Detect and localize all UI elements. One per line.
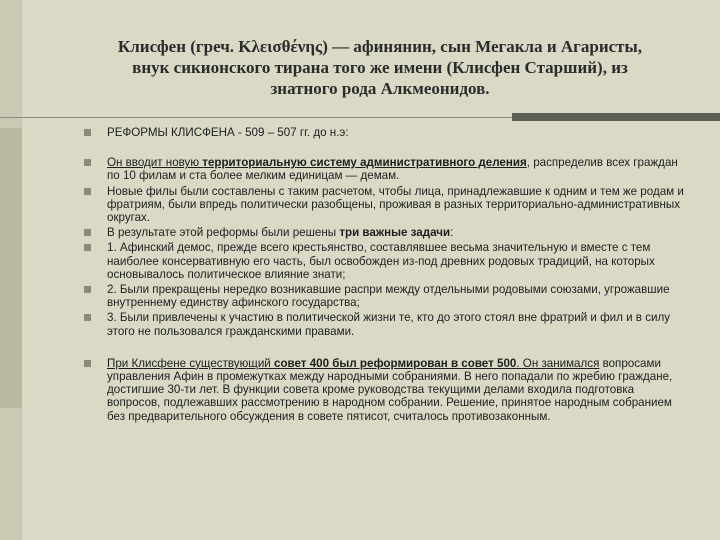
bullet-square-icon bbox=[84, 159, 91, 166]
bullet-square-icon bbox=[84, 360, 91, 367]
bullet-item bbox=[84, 283, 684, 309]
title-line-2: внук сикионского тирана того же имени (Клисфен Старший), из bbox=[132, 58, 628, 77]
title-divider-accent bbox=[512, 113, 720, 121]
title-line-3: знатного рода Алкмеонидов. bbox=[270, 79, 490, 98]
bullet-square-icon bbox=[84, 286, 91, 293]
bullet-item bbox=[84, 185, 684, 225]
bullet-item bbox=[84, 241, 684, 281]
left-decorative-band-dark bbox=[0, 128, 22, 408]
bullet-text: : bbox=[450, 226, 454, 240]
bullet-list bbox=[84, 126, 684, 425]
bullet-text: 2. Были прекращены нередко возникавшие распри между отдельными родовыми союзами, угрожавшие внутреннему единству афинского государства; bbox=[107, 283, 670, 310]
bullet-square-icon bbox=[84, 229, 91, 236]
bullet-emphasis: три важные задачи bbox=[339, 226, 451, 240]
bullet-square-icon bbox=[84, 129, 91, 136]
bullet-text: В результате этой реформы были решены bbox=[107, 226, 340, 240]
bullet-text: При Клисфене существующий bbox=[107, 356, 274, 370]
bullet-text: Новые филы были составлены с таким расчетом, чтобы лица, принадлежавшие к одним и тем же родам и фратриям, были впредь политически разобщены, проживая в разных территориально-административных округах. bbox=[107, 184, 684, 225]
bullet-text: 1. Афинский демос, прежде всего крестьянство, составлявшее весьма значительную и вместе с тем наиболее консервативную его часть, был освобожден из-под древних родовых традиций, на которых основывалось политическое влияние знати; bbox=[107, 241, 655, 281]
bullet-item bbox=[84, 226, 684, 239]
bullet-text: . Он занимался bbox=[516, 356, 600, 370]
bullet-text: 3. Были привлечены к участию в политической жизни те, кто до этого стоял вне фратрий и фил и в силу этого не пользовался гражданскими правами. bbox=[107, 311, 671, 338]
bullet-square-icon bbox=[84, 314, 91, 321]
bullet-square-icon bbox=[84, 188, 91, 195]
bullet-text: Он вводит новую bbox=[107, 156, 203, 170]
slide-title bbox=[75, 36, 685, 99]
bullet-emphasis: совет 400 был реформирован в совет 500 bbox=[274, 356, 517, 370]
bullet-item bbox=[84, 357, 684, 423]
bullet-text: , распределив всех граждан по 10 филам и ста более мелким единицам — демам. bbox=[107, 156, 678, 183]
title-line-1: Клисфен (греч. Κλεισθένης) — афинянин, сын Мегакла и Агаристы, bbox=[117, 37, 643, 56]
bullet-square-icon bbox=[84, 244, 91, 251]
bullet-emphasis: территориальную систему административного деления bbox=[202, 156, 527, 170]
bullet-item bbox=[84, 156, 684, 182]
bullet-heading bbox=[84, 126, 684, 139]
bullet-heading-text: РЕФОРМЫ КЛИСФЕНА - 509 – 507 гг. до н.э: bbox=[107, 126, 349, 139]
bullet-text: вопросами управления Афин в промежутках между народными собраниями. В него попадали по жребию граждане, достигшие 30-ти лет. В функции совета кроме руководства текущими делами входила подготовка вопросов, подлежавших рассмотрению в народном собрании. Решение, принятое народным собранием без предварительного обсуждения в совете пятисот, считалось противозаконным. bbox=[107, 356, 673, 423]
bullet-item bbox=[84, 311, 684, 337]
